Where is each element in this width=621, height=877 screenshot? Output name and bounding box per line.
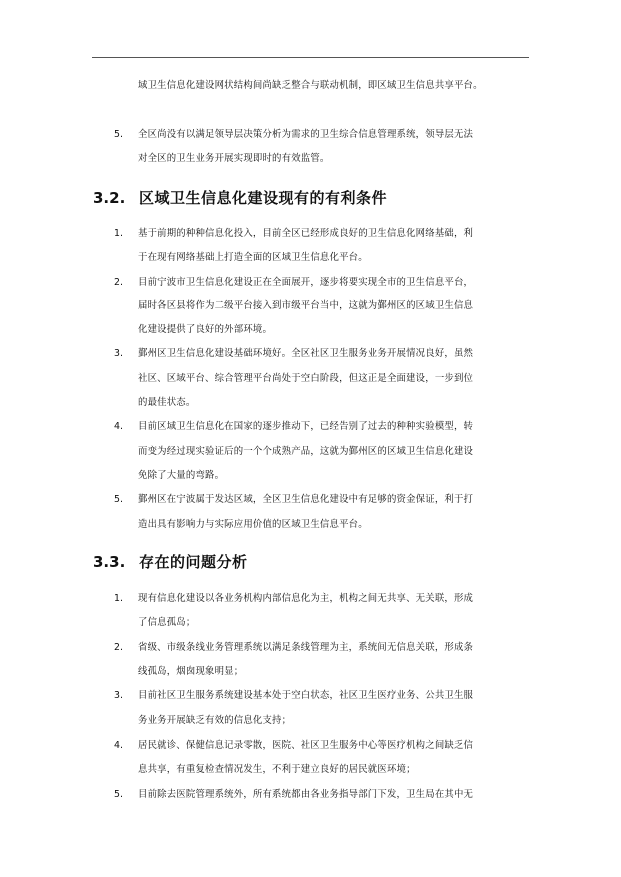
list-item-line: 目前区域卫生信息化在国家的逐步推动下，已经告别了过去的种种实验模型，转 — [138, 421, 474, 432]
list-item-line: 息共享，有重复检查情况发生，不利于建立良好的居民就医环境； — [138, 764, 416, 775]
list-item-line: 线孤岛，烟囱现象明显； — [138, 666, 244, 677]
list-number: 2. — [114, 642, 123, 653]
section-heading-3-3 — [93, 553, 248, 571]
list-item-line: 而变为经过现实验证后的一个个成熟产品，这就为鄞州区的区域卫生信息化建设 — [138, 446, 474, 457]
list-item-line: 目前除去医院管理系统外，所有系统都由各业务指导部门下发，卫生局在其中无 — [138, 789, 474, 800]
list-number: 4. — [114, 740, 123, 751]
list-item-line: 了信息孤岛； — [138, 617, 196, 628]
list-item-line: 全区尚没有以满足领导层决策分析为需求的卫生综合信息管理系统，领导层无法 — [138, 129, 474, 140]
list-item-line: 的最佳状态。 — [138, 397, 196, 408]
list-item-line: 目前社区卫生服务系统建设基本处于空白状态，社区卫生医疗业务、公共卫生服 — [138, 690, 474, 701]
list-item-line: 造出具有影响力与实际应用价值的区域卫生信息平台。 — [138, 519, 368, 530]
list-item-line: 届时各区县将作为二级平台接入到市级平台当中，这就为鄞州区的区域卫生信息 — [138, 300, 474, 311]
list-item-line: 于在现有网络基础上打造全面的区域卫生信息化平台。 — [138, 252, 368, 263]
list-number: 3. — [114, 690, 123, 701]
intro-line: 域卫生信息化建设网状结构间尚缺乏整合与联动机制，即区域卫生信息共享平台。 — [138, 80, 483, 91]
list-item-line: 务业务开展缺乏有效的信息化支持； — [138, 715, 292, 726]
section-heading-3-2 — [93, 189, 387, 207]
header-rule — [92, 57, 529, 58]
list-number: 4. — [114, 421, 123, 432]
list-item-line: 鄞州区卫生信息化建设基础环境好。全区社区卫生服务业务开展情况良好，虽然 — [138, 348, 474, 359]
list-number: 2. — [114, 277, 123, 288]
list-item-line: 目前宁波市卫生信息化建设正在全面展开，逐步将要实现全市的卫生信息平台， — [138, 277, 474, 288]
list-item-line: 省级、市级条线业务管理系统以满足条线管理为主，系统间无信息关联，形成条 — [138, 642, 474, 653]
list-item-line: 对全区的卫生业务开展实现即时的有效监管。 — [138, 153, 330, 164]
list-number: 5. — [114, 494, 123, 505]
list-item-line: 居民就诊、保健信息记录零散，医院、社区卫生服务中心等医疗机构之间缺乏信 — [138, 740, 474, 751]
list-number: 5. — [114, 129, 123, 140]
section-number: 3.3. — [93, 553, 126, 571]
list-item-line: 化建设提供了良好的外部环境。 — [138, 324, 273, 335]
list-number: 1. — [114, 593, 123, 604]
section-title: 区域卫生信息化建设现有的有利条件 — [139, 189, 388, 207]
section-number: 3.2. — [93, 189, 126, 207]
list-item-line: 鄞州区在宁波属于发达区域，全区卫生信息化建设中有足够的资金保证，利于打 — [138, 494, 474, 505]
list-number: 3. — [114, 348, 123, 359]
list-item-line: 基于前期的种种信息化投入，目前全区已经形成良好的卫生信息化网络基础，利 — [138, 228, 474, 239]
list-number: 1. — [114, 228, 123, 239]
list-item-line: 现有信息化建设以各业务机构内部信息化为主，机构之间无共享、无关联，形成 — [138, 593, 474, 604]
list-number: 5. — [114, 789, 123, 800]
list-item-line: 社区、区域平台、综合管理平台尚处于空白阶段，但这正是全面建设，一步到位 — [138, 373, 474, 384]
section-title: 存在的问题分析 — [139, 553, 248, 571]
list-item-line: 免除了大量的弯路。 — [138, 470, 225, 481]
